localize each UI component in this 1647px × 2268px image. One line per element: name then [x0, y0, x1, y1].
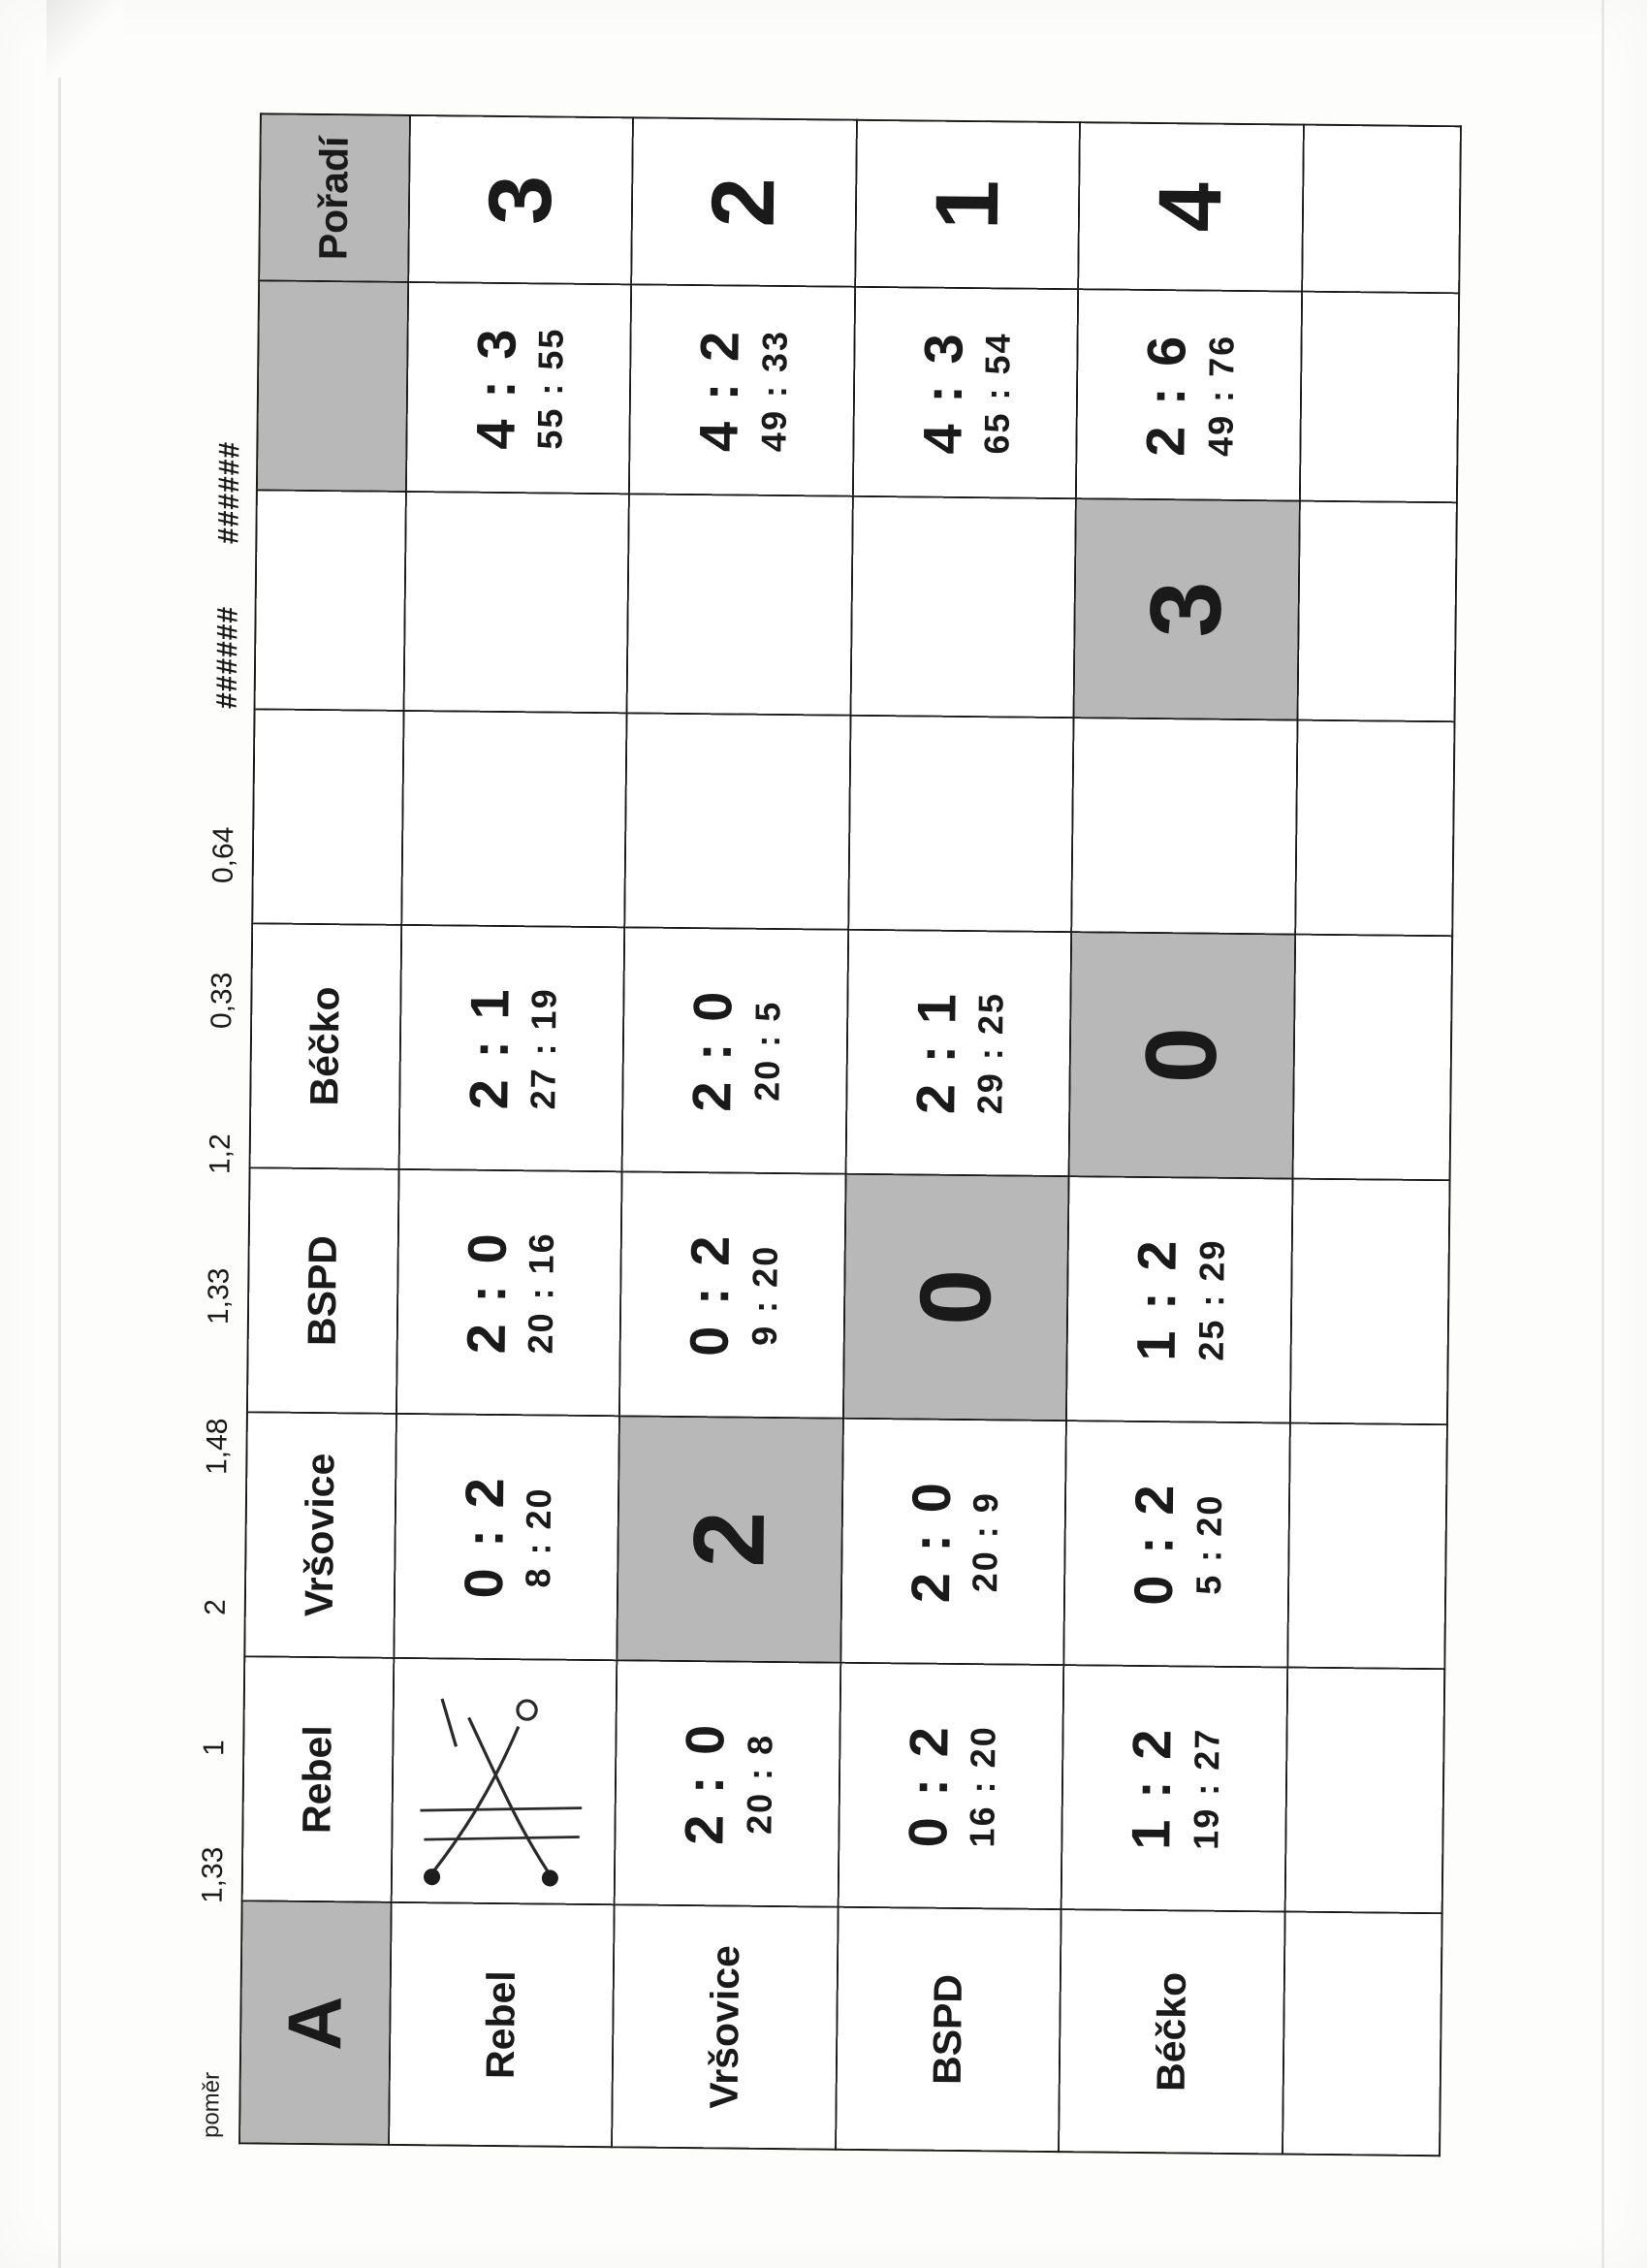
ratio-value-hash: ###### [211, 440, 245, 544]
cell-rebel-becko [398, 924, 624, 1170]
cell-becko-rank [1078, 122, 1303, 292]
total-points: 55 : 55 [529, 326, 571, 450]
row-team-bspd: BSPD [835, 1906, 1061, 2151]
cell-rebel-rebel [391, 1657, 617, 1903]
rank-value: 4 [1140, 180, 1241, 233]
cell-vrsovice-becko [621, 927, 847, 1173]
table-header-row [239, 113, 410, 2144]
cell-empty-rank [1301, 124, 1460, 293]
match-sets: 0 : 2 [1122, 1481, 1185, 1606]
total-sets: 4 : 3 [463, 325, 526, 450]
cell-vrsovice-rebel [614, 1660, 839, 1906]
cell-rebel-blank-2 [403, 491, 629, 713]
diagonal-value: 2 [673, 1510, 786, 1568]
table-row [612, 117, 856, 2149]
cell-bspd-bspd [842, 1173, 1068, 1420]
cell-empty-2 [1286, 1422, 1446, 1669]
cell-empty-4 [1292, 934, 1452, 1180]
tournament-results-table [238, 112, 1462, 2156]
total-points: 65 : 54 [976, 331, 1018, 455]
diagonal-value: 0 [899, 1267, 1012, 1326]
cell-bspd-rank [854, 119, 1079, 289]
row-team-rebel: Rebel [388, 1901, 614, 2146]
match-points: 20 : 16 [520, 1230, 561, 1355]
cell-bspd-blank-1 [847, 715, 1073, 931]
total-sets: 2 : 6 [1133, 332, 1197, 457]
row-team-becko: Béčko [1059, 1909, 1284, 2154]
ratio-value: 0,64 [206, 825, 239, 883]
cell-vrsovice-rank [631, 117, 856, 287]
column-header-vrsovice: Vršovice [244, 1412, 396, 1658]
ratio-value: 0,33 [205, 971, 238, 1029]
table-row [835, 119, 1079, 2151]
cell-rebel-blank-1 [400, 710, 626, 926]
match-sets: 0 : 2 [896, 1723, 959, 1848]
cell-empty-3 [1289, 1178, 1449, 1424]
rank-value: 3 [470, 174, 570, 225]
match-sets: 2 : 1 [457, 985, 520, 1110]
match-points: 16 : 20 [962, 1724, 1003, 1848]
cell-becko-bspd [1065, 1176, 1291, 1422]
cell-empty-5 [1294, 719, 1454, 936]
cell-vrsovice-blank-1 [624, 713, 850, 929]
column-header-becko: Béčko [249, 923, 400, 1169]
cell-rebel-vrsovice [393, 1413, 618, 1659]
match-sets: 1 : 2 [1119, 1725, 1183, 1850]
cell-becko-rebel [1061, 1665, 1286, 1911]
cell-rebel-points [405, 282, 631, 494]
match-sets: 2 : 0 [898, 1479, 962, 1604]
match-sets: 1 : 2 [1124, 1236, 1188, 1361]
ratio-value: 1,48 [200, 1417, 234, 1475]
total-points: 49 : 76 [1199, 334, 1241, 457]
total-sets: 4 : 2 [686, 328, 750, 452]
column-header-blank-2 [254, 490, 405, 711]
cell-empty-points [1299, 292, 1459, 502]
diagonal-value: 0 [1124, 1026, 1238, 1084]
cell-vrsovice-points [629, 284, 855, 495]
table-row [1059, 122, 1303, 2154]
match-points: 19 : 27 [1185, 1726, 1226, 1850]
cell-empty-1 [1284, 1667, 1444, 1913]
cell-bspd-vrsovice [839, 1418, 1065, 1664]
cell-bspd-becko [845, 929, 1071, 1175]
match-points: 9 : 20 [744, 1244, 785, 1346]
total-sets: 4 : 3 [910, 330, 973, 455]
cell-empty-6 [1297, 500, 1457, 721]
cell-becko-becko [1068, 932, 1294, 1178]
rank-value: 2 [693, 176, 794, 228]
cell-bspd-points [852, 287, 1078, 498]
match-points: 27 : 19 [523, 986, 564, 1110]
cell-rebel-bspd [396, 1168, 621, 1415]
extra-value: 3 [1129, 580, 1243, 638]
ratio-value-hash: ###### [210, 605, 244, 709]
cell-rebel-rank [407, 114, 632, 284]
match-sets: 2 : 0 [454, 1230, 518, 1355]
ratio-value: 2 [199, 1598, 232, 1615]
cell-bspd-rebel [838, 1662, 1063, 1908]
column-header-blank-1 [252, 709, 403, 924]
column-header-rebel: Rebel [241, 1656, 393, 1902]
ratio-value: 1,2 [204, 1133, 237, 1174]
ratio-value: 1,33 [196, 1845, 229, 1903]
column-header-bspd: BSPD [246, 1167, 397, 1414]
total-points: 49 : 33 [752, 329, 795, 452]
table-row [388, 114, 632, 2146]
match-points: 5 : 20 [1188, 1492, 1229, 1595]
match-sets: 2 : 0 [680, 987, 744, 1112]
cell-becko-vrsovice [1063, 1421, 1289, 1667]
ratio-value: 1,33 [202, 1266, 236, 1325]
cell-becko-blank-1 [1071, 718, 1297, 934]
cell-vrsovice-vrsovice [617, 1416, 842, 1662]
table-row [1282, 124, 1460, 2156]
table-corner-label: A [239, 1901, 391, 2145]
column-header-points [256, 280, 407, 491]
cell-becko-points [1075, 289, 1301, 500]
tournament-table-area [178, 112, 1470, 2156]
match-points: 25 : 29 [1189, 1237, 1232, 1361]
match-sets: 0 : 2 [452, 1474, 515, 1599]
cell-vrsovice-blank-2 [626, 494, 852, 716]
match-sets: 2 : 0 [672, 1720, 736, 1845]
match-points: 20 : 9 [964, 1490, 1005, 1593]
cell-becko-blank-2 [1073, 498, 1299, 720]
match-points: 20 : 8 [738, 1733, 779, 1835]
rank-value: 1 [917, 178, 1017, 230]
handwritten-scribble-icon [392, 1658, 612, 1902]
cell-bspd-blank-2 [850, 495, 1076, 718]
ratio-value: 1 [197, 1739, 230, 1756]
row-team-empty [1282, 1911, 1441, 2156]
match-sets: 0 : 2 [678, 1231, 741, 1357]
row-team-vrsovice: Vršovice [612, 1904, 838, 2149]
match-points: 20 : 5 [745, 1000, 787, 1102]
cell-vrsovice-bspd [619, 1171, 845, 1418]
match-sets: 2 : 1 [903, 990, 966, 1114]
ratio-strip-label: poměr [197, 2071, 225, 2138]
match-points: 29 : 25 [969, 991, 1011, 1114]
column-header-rank: Pořadí [259, 113, 409, 282]
match-points: 8 : 20 [517, 1485, 559, 1588]
